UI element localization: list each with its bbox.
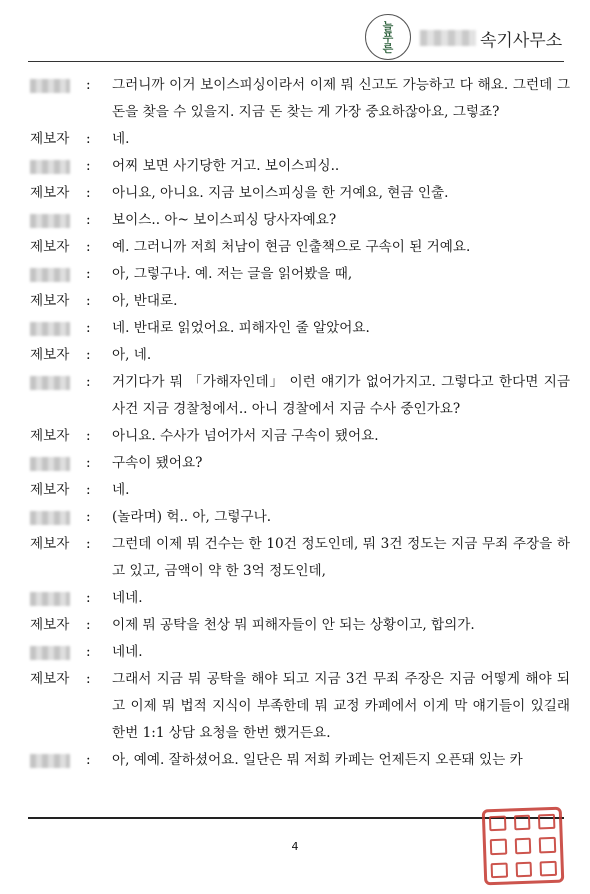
speaker-colon: : xyxy=(86,617,91,633)
redacted-firm-name xyxy=(420,30,476,46)
redacted-speaker xyxy=(30,261,86,288)
redacted-speaker xyxy=(30,315,86,342)
redacted-speaker xyxy=(30,153,86,180)
page-number: 4 xyxy=(291,840,299,853)
speaker-colon: : xyxy=(86,293,91,309)
speaker-colon: : xyxy=(86,212,91,228)
utterance-text: 아니요, 아니요. 지금 보이스피싱을 한 거예요, 현금 인출. xyxy=(112,185,449,201)
speaker-colon: : xyxy=(86,131,91,147)
speaker-label: 제보자 xyxy=(30,671,70,687)
utterance-text: 네네. xyxy=(112,590,143,606)
transcript-entry xyxy=(30,531,570,585)
utterance-text: (놀라며) 헉.. 아, 그렇구나. xyxy=(112,509,272,525)
transcript-entry xyxy=(30,342,570,369)
speaker-colon: : xyxy=(86,509,91,525)
firm-suffix: 속기사무소 xyxy=(480,30,563,51)
speaker-colon: : xyxy=(86,536,91,552)
utterance-text: 네. xyxy=(112,131,130,147)
speaker-label: 제보자 xyxy=(30,239,70,255)
logo-glyph-1: 늘 xyxy=(382,19,394,33)
utterance-text: 아, 예예. 잘하셨어요. 일단은 뭐 저희 카페는 언제든지 오픈돼 있는 카 xyxy=(112,752,523,768)
utterance-text: 아니요. 수사가 넘어가서 지금 구속이 됐어요. xyxy=(112,428,379,444)
transcript-entry xyxy=(30,477,570,504)
transcript-entry xyxy=(30,180,570,207)
speaker-label: 제보자 xyxy=(30,185,70,201)
header-rule xyxy=(28,61,564,62)
transcript-entry xyxy=(30,450,570,477)
transcript-entry xyxy=(30,612,570,639)
transcript-entry xyxy=(30,207,570,234)
utterance-text: 아, 반대로. xyxy=(112,293,178,309)
firm-name xyxy=(420,26,562,50)
red-seal-stamp-icon xyxy=(482,807,565,886)
speaker-colon: : xyxy=(86,185,91,201)
speaker-label: 제보자 xyxy=(30,347,70,363)
redacted-speaker xyxy=(30,639,86,666)
utterance-text: 구속이 됐어요? xyxy=(112,455,203,471)
utterance-text: 네. 반대로 읽었어요. 피해자인 줄 알았어요. xyxy=(112,320,370,336)
redacted-speaker xyxy=(30,72,86,99)
utterance-text: 네. xyxy=(112,482,130,498)
logo-glyph-3: 른 xyxy=(382,41,394,55)
transcript-entry xyxy=(30,585,570,612)
logo-glyph-2: 푸 xyxy=(382,30,394,44)
utterance-text: 아, 그렇구나. 예. 저는 글을 읽어봤을 때, xyxy=(112,266,353,282)
speaker-label: 제보자 xyxy=(30,617,70,633)
transcript-entry xyxy=(30,639,570,666)
speaker-colon: : xyxy=(86,320,91,336)
utterance-text: 이제 뭐 공탁을 천상 뭐 피해자들이 안 되는 상황이고, 합의가. xyxy=(112,617,475,633)
speaker-colon: : xyxy=(86,77,91,93)
transcript-entry xyxy=(30,126,570,153)
speaker-colon: : xyxy=(86,752,91,768)
transcript-entry xyxy=(30,72,570,126)
utterance-text: 아, 네. xyxy=(112,347,152,363)
speaker-label: 제보자 xyxy=(30,536,70,552)
speaker-colon: : xyxy=(86,428,91,444)
speaker-label: 제보자 xyxy=(30,131,70,147)
speaker-colon: : xyxy=(86,347,91,363)
speaker-label: 제보자 xyxy=(30,482,70,498)
utterance-text: 그래서 지금 뭐 공탁을 해야 되고 지금 3건 무죄 주장은 지금 어떻게 해야 되고 이제 뭐 법적 지식이 부족한데 뭐 교정 카페에서 이게 막 얘기들이 있길래 한번 1:1 상담 요청을 한번 했거든요. xyxy=(112,671,570,741)
utterance-text: 거기다가 뭐 「가해자인데」 이런 얘기가 없어가지고. 그렇다고 한다면 지금 사건 지금 경찰청에서.. 아니 경찰에서 지금 수사 중인가요? xyxy=(112,374,570,417)
redacted-speaker xyxy=(30,450,86,477)
redacted-speaker xyxy=(30,747,86,774)
utterance-text: 어찌 보면 사기당한 거고. 보이스피싱.. xyxy=(112,158,340,174)
transcript-entry xyxy=(30,261,570,288)
speaker-colon: : xyxy=(86,455,91,471)
utterance-text: 네네. xyxy=(112,644,143,660)
speaker-label: 제보자 xyxy=(30,428,70,444)
utterance-text: 그런데 이제 뭐 건수는 한 10건 정도인데, 뭐 3건 정도는 지금 무죄 주장을 하고 있고, 금액이 약 한 3억 정도인데, xyxy=(112,536,570,579)
utterance-text: 그러니까 이거 보이스피싱이라서 이제 뭐 신고도 가능하고 다 해요. 그런데 그 돈을 찾을 수 있을지. 지금 돈 찾는 게 가장 중요하잖아요, 그렇죠? xyxy=(112,77,570,120)
transcript-entry xyxy=(30,666,570,747)
speaker-colon: : xyxy=(86,590,91,606)
transcript-entry xyxy=(30,288,570,315)
redacted-speaker xyxy=(30,585,86,612)
utterance-text: 예. 그러니까 저희 처남이 현금 인출책으로 구속이 된 거예요. xyxy=(112,239,471,255)
speaker-colon: : xyxy=(86,239,91,255)
redacted-speaker xyxy=(30,207,86,234)
speaker-colon: : xyxy=(86,671,91,687)
transcript-entry xyxy=(30,153,570,180)
transcript-entry xyxy=(30,315,570,342)
page-header xyxy=(0,0,590,62)
transcript-entry xyxy=(30,234,570,261)
transcript-entry xyxy=(30,747,570,774)
speaker-label: 제보자 xyxy=(30,293,70,309)
transcript-entry xyxy=(30,369,570,423)
firm-logo-icon xyxy=(365,14,411,60)
redacted-speaker xyxy=(30,369,86,396)
speaker-colon: : xyxy=(86,158,91,174)
speaker-colon: : xyxy=(86,482,91,498)
transcript-entry xyxy=(30,504,570,531)
speaker-colon: : xyxy=(86,644,91,660)
redacted-speaker xyxy=(30,504,86,531)
speaker-colon: : xyxy=(86,374,91,390)
transcript-body xyxy=(30,72,570,774)
transcript-entry xyxy=(30,423,570,450)
speaker-colon: : xyxy=(86,266,91,282)
utterance-text: 보이스.. 아~ 보이스피싱 당사자예요? xyxy=(112,212,337,228)
